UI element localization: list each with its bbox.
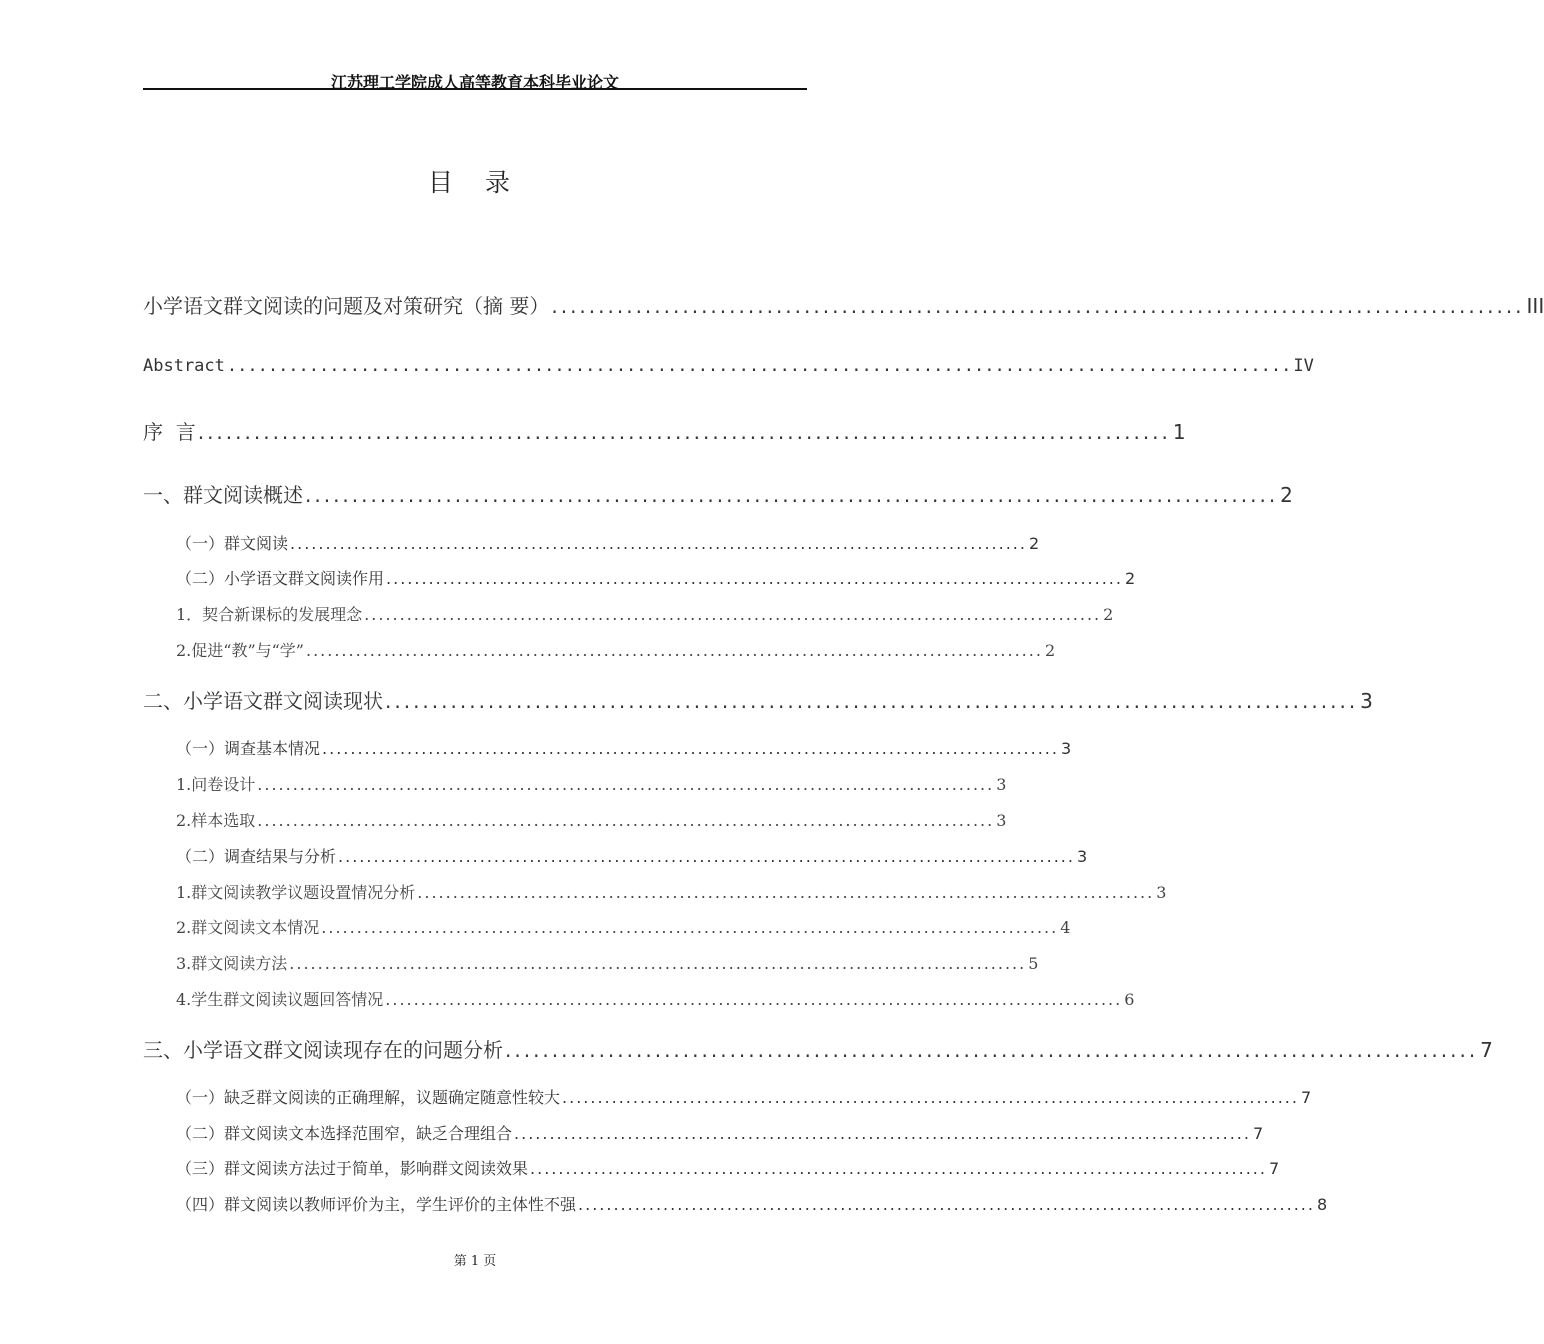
toc-leader-dots: ........................................................................................................	[578, 1195, 1315, 1214]
toc-leader-dots: ........................................................................................................	[385, 689, 1359, 713]
toc-entry-page: 7	[1300, 1088, 1312, 1107]
toc-entry-chapter-1[interactable]	[143, 479, 1293, 508]
toc-entry-page: 3	[1360, 689, 1373, 713]
page-number: 第 1 页	[453, 1254, 497, 1269]
toc-entry-section-3-1[interactable]	[176, 1085, 1312, 1108]
toc-entry-page: 4	[1060, 918, 1071, 937]
toc-entry-label: 2.样本选取	[176, 811, 256, 830]
toc-entry-label: 2.促进“教”与“学”	[176, 641, 304, 660]
toc-entry-abstract-cn[interactable]	[143, 290, 1544, 319]
header-divider	[143, 88, 807, 90]
toc-entry-page: 7	[1252, 1124, 1264, 1143]
toc-leader-dots: ........................................................................................................	[338, 847, 1075, 866]
toc-entry-page: 2	[1124, 569, 1136, 588]
toc-entry-label: 二、小学语文群文阅读现状	[143, 689, 383, 713]
toc-entry-page: 3	[1060, 739, 1072, 758]
toc-entry-label: （二）调查结果与分析	[176, 847, 337, 866]
toc-entry-page: 3	[1076, 847, 1088, 866]
toc-entry-page: 2	[1044, 641, 1056, 660]
page-header: 江苏理工学院成人高等教育本科毕业论文	[330, 73, 619, 92]
toc-entry-page: 5	[1028, 954, 1039, 973]
toc-entry-label: 小学语文群文阅读的问题及对策研究（摘 要）	[143, 294, 550, 318]
toc-entry-label: （一）调查基本情况	[176, 739, 321, 758]
toc-leader-dots: ........................................................................................................	[417, 883, 1155, 902]
toc-entry-item-2-2-3[interactable]	[176, 951, 1039, 974]
toc-entry-label: 一、群文阅读概述	[143, 483, 303, 507]
toc-entry-label: 三、小学语文群文阅读现存在的问题分析	[143, 1038, 503, 1062]
toc-entry-page: 8	[1316, 1195, 1328, 1214]
toc-entry-label: 序 言	[143, 420, 196, 444]
toc-entry-page: 3	[1156, 883, 1167, 902]
toc-entry-label: （一）群文阅读	[176, 534, 289, 553]
toc-leader-dots: ........................................................................................................	[364, 605, 1102, 624]
toc-leader-dots: ........................................................................................................	[505, 1038, 1479, 1062]
toc-entry-page: 2	[1280, 483, 1293, 507]
toc-leader-dots: ........................................................................................................	[306, 641, 1043, 660]
toc-entry-chapter-3[interactable]	[143, 1034, 1493, 1063]
toc-leader-dots: ........................................................................................................	[257, 775, 995, 794]
toc-leader-dots: ........................................................................................................	[226, 356, 1292, 376]
toc-leader-dots: ........................................................................................................	[551, 294, 1525, 318]
toc-entry-label: 1.问卷设计	[176, 775, 256, 794]
toc-entry-preface[interactable]	[143, 416, 1186, 445]
toc-entry-section-3-4[interactable]	[176, 1192, 1328, 1215]
toc-entry-section-2-2[interactable]	[176, 844, 1088, 867]
toc-leader-dots: ........................................................................................................	[514, 1124, 1251, 1143]
toc-entry-label: （二）小学语文群文阅读作用	[176, 569, 385, 588]
toc-leader-dots: ........................................................................................................	[257, 811, 995, 830]
toc-entry-abstract-en[interactable]	[143, 356, 1314, 376]
toc-entry-section-3-3[interactable]	[176, 1156, 1280, 1179]
toc-leader-dots: ........................................................................................................	[386, 569, 1123, 588]
toc-entry-section-1-1[interactable]	[176, 531, 1040, 554]
toc-entry-label: Abstract	[143, 356, 225, 376]
toc-entry-label: 1.群文阅读教学议题设置情况分析	[176, 883, 416, 902]
toc-entry-item-2-1-1[interactable]	[176, 772, 1007, 795]
toc-leader-dots: ........................................................................................................	[321, 918, 1059, 937]
toc-entry-label: 1．契合新课标的发展理念	[176, 605, 363, 624]
toc-entry-label: （二）群文阅读文本选择范围窄，缺乏合理组合	[176, 1124, 513, 1143]
toc-entry-label: 3.群文阅读方法	[176, 954, 288, 973]
toc-entry-page: 1	[1172, 420, 1186, 444]
toc-entry-page: 2	[1103, 605, 1114, 624]
toc-leader-dots: ........................................................................................................	[289, 954, 1027, 973]
toc-entry-label: 4.学生群文阅读议题回答情况	[176, 990, 384, 1009]
toc-title: 目 录	[428, 168, 522, 197]
toc-leader-dots: ........................................................................................................	[305, 483, 1279, 507]
toc-leader-dots: ........................................................................................................	[562, 1088, 1299, 1107]
toc-entry-item-2-2-2[interactable]	[176, 915, 1071, 938]
toc-entry-label: （三）群文阅读方法过于简单，影响群文阅读效果	[176, 1159, 529, 1178]
toc-entry-label: （一）缺乏群文阅读的正确理解，议题确定随意性较大	[176, 1088, 561, 1107]
toc-entry-page: 7	[1480, 1038, 1493, 1062]
toc-entry-page: 7	[1268, 1159, 1280, 1178]
toc-entry-item-1-2-1[interactable]	[176, 602, 1114, 625]
toc-entry-label: 2.群文阅读文本情况	[176, 918, 320, 937]
toc-entry-item-2-2-4[interactable]	[176, 987, 1135, 1010]
toc-entry-page: 2	[1028, 534, 1040, 553]
toc-entry-page: III	[1526, 294, 1544, 318]
toc-leader-dots: ........................................................................................................	[322, 739, 1059, 758]
toc-entry-page: 3	[996, 775, 1007, 794]
toc-entry-section-3-2[interactable]	[176, 1121, 1264, 1144]
toc-entry-item-1-2-2[interactable]	[176, 638, 1056, 661]
toc-leader-dots: ........................................................................................................	[385, 990, 1123, 1009]
toc-entry-section-1-2[interactable]	[176, 566, 1136, 589]
toc-entry-label: （四）群文阅读以教师评价为主，学生评价的主体性不强	[176, 1195, 577, 1214]
toc-entry-page: IV	[1293, 356, 1314, 376]
toc-leader-dots: ........................................................................................................	[197, 420, 1171, 444]
toc-entry-page: 3	[996, 811, 1007, 830]
toc-entry-section-2-1[interactable]	[176, 736, 1072, 759]
toc-entry-page: 6	[1124, 990, 1135, 1009]
toc-entry-item-2-2-1[interactable]	[176, 880, 1167, 903]
toc-leader-dots: ........................................................................................................	[530, 1159, 1267, 1178]
toc-entry-chapter-2[interactable]	[143, 685, 1373, 714]
toc-leader-dots: ........................................................................................................	[290, 534, 1027, 553]
toc-entry-item-2-1-2[interactable]	[176, 808, 1007, 831]
